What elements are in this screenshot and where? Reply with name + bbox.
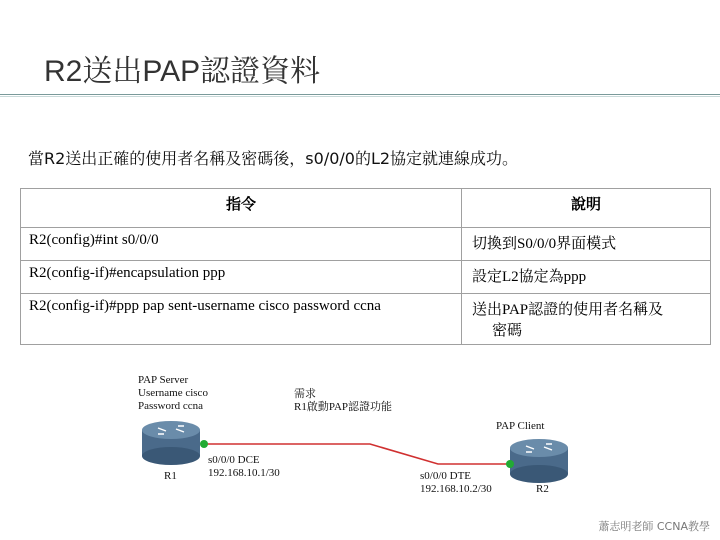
header-description: 說明 [462,189,711,228]
router-r2-icon [510,439,568,483]
header-command: 指令 [21,189,462,228]
description-cell: 設定L2協定為ppp [462,261,711,294]
r1-ip: 192.168.10.1/30 [208,467,280,479]
command-cell: R2(config)#int s0/0/0 [21,228,462,261]
r2-ip: 192.168.10.2/30 [420,483,492,495]
r2-interface: s0/0/0 DTE [420,470,472,482]
table-row [21,294,711,345]
command-cell: R2(config-if)#ppp pap sent-username cisco password ccna [21,294,462,345]
server-username: Username cisco [138,387,208,399]
client-label: PAP Client [496,420,545,432]
topology-diagram [120,368,600,508]
footer-credit: 蕭志明老師 CCNA教學 [598,520,710,533]
intro-text: 當R2送出正確的使用者名稱及密碼後，s0/0/0的L2協定就連線成功。 [28,149,519,168]
request-label: 需求 [294,388,316,400]
server-password: Password ccna [138,400,204,412]
router-r2-name: R2 [536,483,549,495]
description-cell [462,294,711,345]
table-header-row [21,189,711,228]
title-divider [0,94,720,95]
title-divider-shadow [0,96,720,97]
description-cell: 切換到S0/0/0界面模式 [462,228,711,261]
description-line1: 送出PAP認證的使用者名稱及 [472,302,664,318]
server-label: PAP Server [138,374,189,386]
r1-interface: s0/0/0 DCE [208,454,260,466]
description-line2: 密碼 [492,323,523,339]
r1-port-dot [200,440,208,448]
command-table [20,188,711,345]
table-row [21,261,711,294]
page-title: R2送出PAP認證資料 [44,55,321,88]
router-r1-icon [142,421,200,465]
router-r1-name: R1 [164,470,177,482]
r2-port-dot [506,460,514,468]
table-row [21,228,711,261]
request-desc: R1啟動PAP認證功能 [294,401,393,413]
command-cell: R2(config-if)#encapsulation ppp [21,261,462,294]
